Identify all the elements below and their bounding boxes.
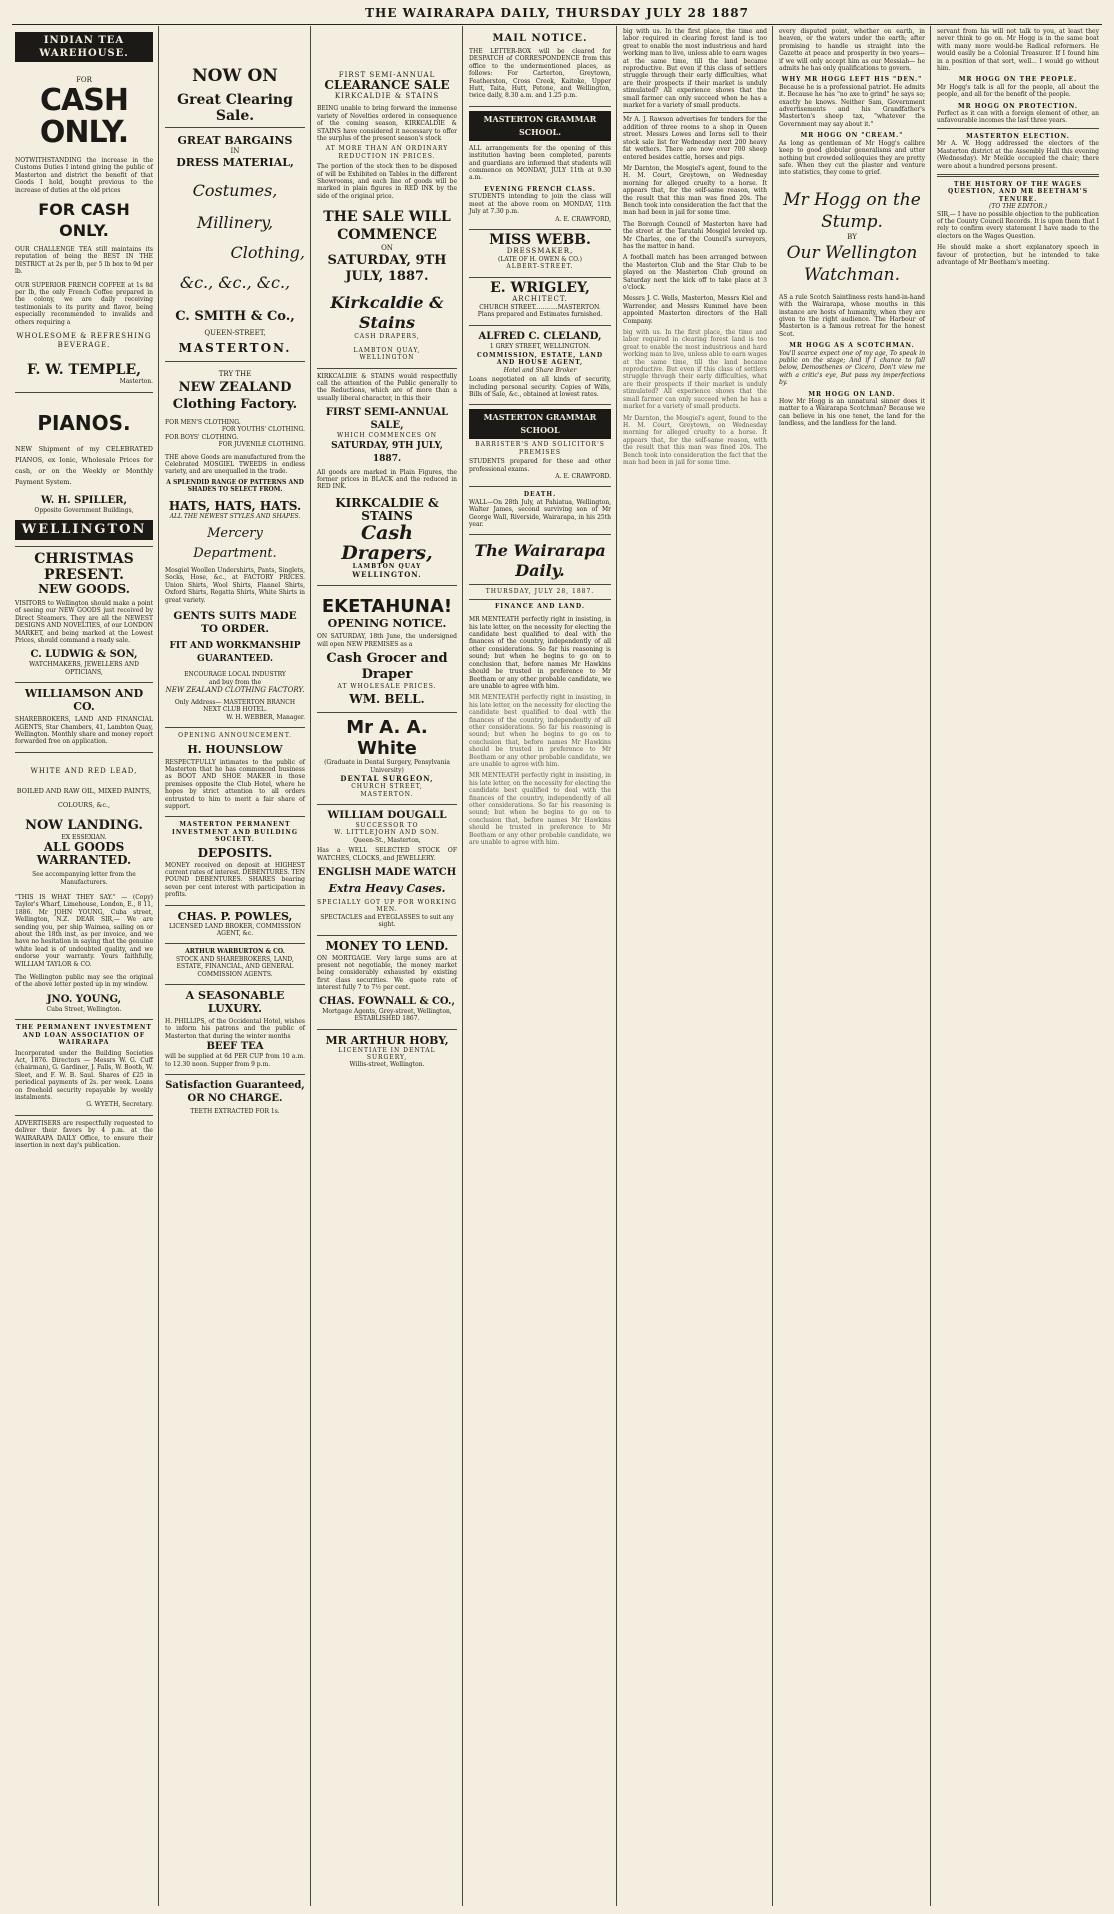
money-to-lend: MONEY TO LEND. xyxy=(325,938,449,953)
evening-french: EVENING FRENCH CLASS. xyxy=(484,185,596,193)
lead-heading: WHITE AND RED LEAD, xyxy=(30,766,138,775)
lead-items: BOILED AND RAW OIL, MIXED PAINTS, COLOURS, &c., xyxy=(16,786,152,809)
hogg-people-body: Mr Hogg's talk is all for the people, all about the people, and all for the benefit of the people. xyxy=(937,83,1099,99)
hogg-land-body: How Mr Hogg is an unnatural sinner does it matter to a Wairarapa Scotchman? Because we can believe in his one tenet, the land for the landless, and the landless for the land. xyxy=(779,398,925,428)
landing-sub: EX ESSEXIAN. xyxy=(61,833,107,841)
sale-notice: Messrs J. C. Wells, Masterton, Messrs Kiel and Warrender, and Messrs Kummel have been appointed Masterton directors of the Hall Company. xyxy=(623,295,767,325)
editorial-header xyxy=(469,535,611,616)
ad-warburton xyxy=(165,944,305,985)
ludwig-trade: WATCHMAKERS, JEWELLERS AND OPTICIANS, xyxy=(29,661,139,676)
hats-sub: ALL THE NEWEST STYLES AND SHAPES. xyxy=(169,512,301,520)
hogg-article-intro: every disputed point, whether on earth, in heaven, or the waters under the earth; after promising to handle us straight into the Gazette at peace and prosperity in two years— if we will only accept him as our Messiah— he admits he has only qualifications to govern. xyxy=(779,28,925,73)
ad-hounslow xyxy=(165,728,305,817)
grammar-body: ALL arrangements for the opening of this institution having been completed, parents and guardians are informed that students will commence on MONDAY, JULY 11th at 9.30 a.m. xyxy=(469,144,611,182)
investment-heading: THE PERMANENT INVESTMENT AND LOAN ASSOCIATION OF WAIRARAPA xyxy=(16,1024,152,1047)
editorial-article: MR MENTEATH perfectly right in insisting, in his late letter, on the necessity for electing the candidate best qualified to deal with the finances of the country, independently of all other considerations. So far his reasoning is sound; but when he begins to go on to conclusion that, before names Mr Hawkins should be trusted in preference to Mr Beetham or any other probable candidate, we are unable to agree with him. xyxy=(469,616,611,690)
mercery-department: Mercery Department. xyxy=(193,526,277,562)
death-body: WALL—On 28th July, at Pahiatua, Wellington, Walter James, second surviving son of Mr George Wall, Riverside, Wairarapa, in his 25th year. xyxy=(469,498,611,529)
wages-history-heading: THE HISTORY OF THE WAGES QUESTION, AND MR BEETHAM'S TENURE. xyxy=(947,180,1089,203)
ad-clearing-sale xyxy=(165,28,305,362)
white-masterton: MASTERTON. xyxy=(360,790,414,798)
first-semi-annual: FIRST SEMI-ANNUAL xyxy=(338,71,436,79)
hounslow-body: RESPECTFULLY intimates to the public of Masterton that he has commenced business as BOOT AND SHOE MAKER in those premises opposite the Club Hotel, where he hopes by strict attention to all orders entrusted to him to merit a fair share of support. xyxy=(165,758,305,810)
deposits-heading: DEPOSITS. xyxy=(197,845,273,860)
boys-clothing: FOR BOYS' CLOTHING. xyxy=(165,433,239,441)
french-coffee-body: OUR SUPERIOR FRENCH COFFEE at 1s 8d per lb, the only French Coffee prepared in the colony, we are daily receiving testimonials to its purity and flavor, being especially recommended to invalids and others requiring a xyxy=(15,281,153,326)
smith-name: C. SMITH & Co., xyxy=(175,309,295,324)
why-hogg-heading: WHY MR HOGG LEFT HIS "DEN." xyxy=(781,76,923,84)
dental-surgeon: DENTAL SURGEON, xyxy=(340,774,434,784)
try-the: TRY THE xyxy=(218,370,252,378)
kirkcaldie-script: Kirkcaldie & Stains xyxy=(330,293,444,333)
money-body: ON MORTGAGE. Very large sums are at present not negotiable, the money market being considerably exhausted by existing first class securities. We quote rate of interest fully 7 to 7½ per cent. xyxy=(317,954,457,992)
sat-date: SATURDAY, 9TH JULY, 1887. xyxy=(331,440,443,464)
ad-building-society xyxy=(165,817,305,905)
white-sub: (Graduate in Dental Surgery, Pensylvania University) xyxy=(324,759,450,774)
kirkcaldie-heading: KIRKCALDIE & STAINS xyxy=(334,92,440,101)
ad-kirkcaldie-clearance xyxy=(317,28,457,369)
letter-body: "THIS IS WHAT THEY SAY." — (Copy) Taylor's Wharf, Limehouse, London, E., 8 11, 1886. Mr JOHN YOUNG, Cuba street, Wellington, N.Z. DEAR SIR,— We are sending you, per ship Waimea, sailing on or about the 18th inst, as per invoice, and we have no hesitation in saying that the genuine white lead is of undoubted quality, and we endorse your warranty. Yours faithfully, WILLIAM TAYLOR & CO. xyxy=(15,894,153,968)
great-bargains: GREAT BARGAINS xyxy=(177,134,293,147)
ad-grammar-school-2 xyxy=(469,405,611,487)
in-label: IN xyxy=(230,147,240,155)
reduction-body: The portion of the stock then to be disposed of will be Exhibited on Tables in the different Showrooms, and each line of goods will be marked in plain figures in RED INK by the side of the original price. xyxy=(317,163,457,200)
young-name: JNO. YOUNG, xyxy=(46,993,122,1005)
ad-grammar-school xyxy=(469,107,611,230)
tea-warehouse-heading: INDIAN TEA WAREHOUSE. xyxy=(15,32,153,62)
ad-wrigley xyxy=(469,278,611,326)
wholesome-beverage: WHOLESOME & REFRESHING BEVERAGE. xyxy=(16,332,152,350)
successor-to: SUCCESSOR TO xyxy=(355,822,419,829)
investment-body: Incorporated under the Building Societies Act, 1876. Directors — Messrs W. G. Cuff (chairman), G. Gardiner, J. Falls, W. Booth, W. Sleet, and F. W. B. Saul. Shares of £25 in periodical payments of 2s. per week. Loans on freehold security repayable by weekly instalments. xyxy=(15,1049,153,1101)
eketahuna-heading: EKETAHUNA! xyxy=(321,596,453,618)
watches-stock: Has a WELL SELECTED STOCK OF WATCHES, CLOCKS, and JEWELLERY. xyxy=(317,847,457,862)
ad-permanent-investment xyxy=(15,1020,153,1115)
for-label: FOR xyxy=(76,76,92,84)
crawford-sign: A. E. CRAWFORD, xyxy=(555,215,611,223)
ludwig-name: C. LUDWIG & SON, xyxy=(30,649,138,661)
challenge-tea-body: OUR CHALLENGE TEA still maintains its reputation of being the BEST IN THE DISTRICT at 2s per lb, per 5 lb box to 9d per lb. xyxy=(15,246,153,276)
cash-drapers-big: Cash Drapers, xyxy=(341,521,433,564)
teeth-extracted: TEETH EXTRACTED FOR 1s. xyxy=(190,1108,280,1116)
mail-notice: MAIL NOTICE. xyxy=(492,33,588,44)
seasonable-luxury: A SEASONABLE LUXURY. xyxy=(185,989,285,1016)
article-continued: big with us. In the first place, the time and labor required in clearing forest land is too great to enable the most industrious and hard working man to live, unless able to earn wages at the same time, till the land became reproductive. But even if this class of settlers struggle through their early difficulties, what are their prospects if their market is unduly stimulated? All experience shows that the small farmer can only succeed when he has a market for a variety of small products. xyxy=(623,28,767,110)
local-news-1: Mr A. J. Rawson advertises for tenders for the addition of three rooms to a shop in Queen street. Messrs Lowes and Iorns sell to their stock sale list for Wednesday next 200 heavy fat wethers. There are now over 700 sheep entered besides cattle, horses and pigs. xyxy=(623,116,767,161)
wrigley-name: E. WRIGLEY, xyxy=(490,279,590,296)
warburton-name: ARTHUR WARBURTON & CO. xyxy=(185,948,285,956)
hogg-cream-heading: MR HOGG ON "CREAM." xyxy=(800,132,904,140)
ad-nz-clothing-factory xyxy=(165,362,305,728)
hogg-stump-header xyxy=(779,189,925,286)
temple-name: F. W. TEMPLE, xyxy=(26,362,142,379)
now-landing: NOW LANDING. xyxy=(25,817,143,833)
clearance-body: BEING unable to bring forward the immense variety of Novelties ordered in consequence of the coming season, KIRKCALDIE & STAINS have considered it necessary to offer the surplus of the present season's stock xyxy=(317,105,457,143)
hogg-scotchman-heading: MR HOGG AS A SCOTCHMAN. xyxy=(789,342,915,350)
ad-williamson xyxy=(15,683,153,753)
barristers: BARRISTER'S AND SOLICITOR'S PREMISES xyxy=(475,441,605,456)
masterton: MASTERTON. xyxy=(178,341,292,355)
students-prepared: STUDENTS prepared for these and other professional exams. xyxy=(469,458,611,473)
wholesale-prices: AT WHOLESALE PRICES. xyxy=(337,682,437,690)
investment-secretary: G. WYETH, Secretary. xyxy=(86,1101,153,1109)
ad-eketahuna xyxy=(317,586,457,713)
cash-drapers: CASH DRAPERS, xyxy=(354,333,420,341)
semi-annual-sale: FIRST SEMI-ANNUAL SALE, xyxy=(325,407,449,432)
hogg-people-heading: MR HOGG ON THE PEOPLE. xyxy=(958,76,1078,84)
cleland-trade: COMMISSION, ESTATE, LAND AND HOUSE AGENT, xyxy=(476,351,604,367)
gents-suits: GENTS SUITS MADE TO ORDER. xyxy=(173,610,297,636)
fownall-sub: Mortgage Agents, Grey-street, Wellington, ESTABLISHED 1867. xyxy=(322,1007,452,1023)
new-goods-heading: NEW GOODS. xyxy=(38,581,130,596)
beef-tea-heading: BEEF TEA xyxy=(206,1041,264,1053)
sale-will-commence: THE SALE WILL COMMENCE xyxy=(323,209,451,244)
reduction-in-prices: REDUCTION IN PRICES. xyxy=(338,152,436,160)
hoby-sub: LICENTIATE IN DENTAL SURGERY, xyxy=(338,1046,436,1061)
dress-material: DRESS MATERIAL, xyxy=(176,156,294,169)
ad-tea-warehouse xyxy=(15,28,153,393)
hoby-name: MR ARTHUR HOBY, xyxy=(325,1033,449,1047)
deposits-body: MONEY received on deposit at HIGHEST current rates of interest. DEBENTURES. TEN POUND DEBENTURES. SHARES bearing seven per cent interest with participation in profits. xyxy=(165,861,305,899)
splendid-range: A SPLENDID RANGE OF PATTERNS AND SHADES TO SELECT FROM. xyxy=(166,478,304,494)
cash-only-body: NOTWITHSTANDING the increase in the Customs Duties I intend giving the public of Masterton and district the benefit of that Goods I hold, bought previous to the increase of duties at the old prices xyxy=(15,157,153,194)
hogg-stump-body: AS a rule Scotch Saintliness rests hand-in-hand with the Wairarapa, whose mouths in this instance are hosts of humanity, when they are given to the right audience. The Harbour of Masterton is a famous retreat for the honest Scot. xyxy=(779,293,925,338)
local-news-2: Mr Darnton, the Mosgiel's agent, found to the H. M. Court, Greytown, on Wednesday morning for alleged cruelty to a horse. It appears that, for the self-same reason, with the result that this man was fined 20s. The Bench took into consideration the fact that the man had been in jail for some time. xyxy=(623,164,767,217)
finance-heading: FINANCE AND LAND. xyxy=(495,602,585,610)
local-news-5: Mr Darnton, the Mosgiel's agent, found to the H. M. Court, Greytown, on Wednesday morning for alleged cruelty to a horse. It appears that, for the self-same reason, with the result that this man was fined 20s. The Bench took into consideration the fact that the man had been in jail for some time. xyxy=(623,414,767,466)
pianos-body: NEW Shipment of my CELEBRATED PIANOS, ex Ionic, Wholesale Prices for cash, or on the Weekly or Monthly Payment System. xyxy=(15,444,153,486)
grammar-heading: MASTERTON GRAMMAR SCHOOL. xyxy=(469,111,611,141)
column-1 xyxy=(10,26,159,1906)
nz-clothing-factory: NEW ZEALAND Clothing Factory. xyxy=(172,380,298,412)
english-watch: ENGLISH MADE WATCH xyxy=(317,867,457,879)
wellington-banner: WELLINGTON xyxy=(15,520,153,540)
editorial-continued-2: MR MENTEATH perfectly right in insisting, in his late letter, on the necessity for electing the candidate best qualified to deal with the finances of the country, independently of all other considerations. So far his reasoning is sound; but when he begins to go on to conclusion that, before names Mr Hawkins should be trusted in preference to Mr Beetham or any other probable candidate, we are unable to agree with him. xyxy=(469,772,611,847)
nz-factory-name: NEW ZEALAND CLOTHING FACTORY. xyxy=(165,685,305,694)
column-5 xyxy=(618,26,773,1906)
cash-grocer-draper: Cash Grocer and Draper xyxy=(326,650,448,682)
clearance-sale: CLEARANCE SALE xyxy=(324,78,450,93)
webber-manager: W. H. WEBBER, Manager. xyxy=(226,713,305,721)
fownall-name: CHAS. FOWNALL & CO., xyxy=(318,995,456,1007)
daily-title: The Wairarapa Daily. xyxy=(474,541,606,581)
election-body: Mr A. W. Hogg addressed the electors of the Masterton district at the Assembly Hall this evening (Wednesday). Mr Meikle occupied the chair; there were about a hundred persons present. xyxy=(937,140,1099,170)
column-6 xyxy=(774,26,931,1906)
wellington-label: WELLINGTON xyxy=(359,354,415,362)
hogg-protection-body: Perfect as it can with a foreign element of other, an unfavourable incomes the last three years. xyxy=(937,110,1099,125)
beef-tea-body: will be supplied at 6d PER CUP from 10 a.m. to 12.30 noon. Supper from 9 p.m. xyxy=(165,1053,305,1068)
local-news-4: big with us. In the first place, the time and labor required in clearing forest land is too great to enable the most industrious and hard working man to live, unless able to earn wages at the same time, till the land became reproductive. But even if this class of settlers struggle through their early difficulties, what are their prospects if their market is unduly stimulated? All experience shows that the small farmer can only succeed when he has a market for a variety of small products. xyxy=(623,329,767,411)
ad-pianos xyxy=(15,393,153,547)
local-news-3: The Borough Council of Masterton have had the street at the Taratahi Mosgiel leveled up. Mr Charles, one of the Council's surveyors, has the matter in hand. xyxy=(623,220,767,250)
cleland-body: Loans negotiated on all kinds of security, including personal security. Copies of Wills, Bills of Sale, &c., obtained at lowest rates. xyxy=(469,376,611,398)
great-clearing-sale: Great Clearing Sale. xyxy=(177,92,293,124)
ad-miss-webb xyxy=(469,230,611,278)
plans-prepared: Plans prepared and Estimates furnished. xyxy=(477,311,603,319)
goods-marked: All goods are marked in Plain Figures, the former prices in BLACK and the reduced in RED INK. xyxy=(317,468,457,491)
bell-name: WM. BELL. xyxy=(349,692,425,707)
ad-beef-tea xyxy=(165,985,305,1075)
kirkcaldie-body: KIRKCALDIE & STAINS would respectfully call the attention of the Public generally to the Reductions, which are of more than a usually liberal character, in this their xyxy=(317,372,457,402)
opening-announcement: OPENING ANNOUNCEMENT. xyxy=(178,732,292,740)
masthead xyxy=(12,2,1102,25)
church-street: CHURCH STREET, xyxy=(351,783,423,791)
youths-clothing: FOR YOUTHS' CLOTHING. xyxy=(221,426,305,434)
ad-cleland xyxy=(469,326,611,406)
to-editor: (TO THE EDITOR.) xyxy=(989,203,1047,211)
temple-place: Masterton. xyxy=(119,378,153,386)
cleland-name: ALFRED C. CLELAND, xyxy=(478,330,602,342)
ad-money-to-lend xyxy=(317,936,457,1030)
clothing-body: THE above Goods are manufactured from the Celebrated MOSGIEL TWEEDS in endless variety, and are unequalled in the trade. xyxy=(165,453,305,476)
at-more-than: AT MORE THAN AN ORDINARY xyxy=(325,145,449,153)
williamson-body: SHAREBROKERS, LAND AND FINANCIAL AGENTS, Star Chambers, 41, Lambton Quay, Wellington. Monthly share and money report forwarded free on application. xyxy=(15,716,153,746)
column-3 xyxy=(312,26,463,1906)
costumes: Costumes, xyxy=(192,181,278,200)
albert-street: ALBERT-STREET. xyxy=(506,263,574,271)
powles-trade: LICENSED LAND BROKER, COMMISSION AGENT, &c. xyxy=(169,922,301,938)
hoby-place: Willis-street, Wellington. xyxy=(349,1061,425,1069)
column-7 xyxy=(932,26,1104,1906)
opening-body: ON SATURDAY, 18th June, the undersigned will open NEW PREMISES as a xyxy=(317,633,457,648)
for-cash-only: FOR CASH ONLY. xyxy=(38,200,130,241)
hogg-protection-heading: MR HOGG ON PROTECTION. xyxy=(958,102,1078,110)
buy-from: and buy from the xyxy=(208,678,262,686)
evening-body: STUDENTS intending to join the class will meet at the above room on MONDAY, 11th July at 7.30 p.m. xyxy=(469,193,611,216)
juvenile-clothing: FOR JUVENILE CLOTHING. xyxy=(218,441,305,449)
football-news: A football match has been arranged between the Masterton Club and the Star Club to be played on the Masterton Club ground on Saturday next the kick off to take place at 3 o'clock. xyxy=(623,254,767,291)
ad-satisfaction xyxy=(165,1075,305,1121)
spectacles: SPECTACLES and EYEGLASSES to suit any sight. xyxy=(320,913,454,929)
spiller-name: W. H. SPILLER, xyxy=(41,494,127,506)
queen-street: QUEEN-STREET, xyxy=(204,329,266,337)
death-heading: DEATH. xyxy=(523,491,557,499)
architect: ARCHITECT. xyxy=(512,294,568,303)
ad-dougall xyxy=(317,805,457,936)
millinery: Millinery, xyxy=(196,213,274,232)
ad-kirkcaldie-semi-annual xyxy=(317,369,457,587)
hogg-scotchman-body: You'll scarce expect one of my age, To speak in public on the stage; And if I chance to fall below, Demosthenes or Cicero, Don't view me with a critic's eye, But pass my imperfections by. xyxy=(779,349,925,387)
webb-sub: (LATE OF H. OWEN & CO.) xyxy=(498,255,582,263)
editorial-continued-1: MR MENTEATH perfectly right in insisting, in his late letter, on the necessity for electing the candidate best qualified to deal with the finances of the country, independently of all other considerations. So far his reasoning is sound; but when he begins to go on to conclusion that, before names Mr Hawkins should be trusted in preference to Mr Beetham or any other probable candidate, we are unable to agree with him. xyxy=(469,694,611,768)
lambton-quay: LAMBTON QUAY, xyxy=(353,346,421,354)
hounslow-name: H. HOUNSLOW xyxy=(187,742,283,756)
hogg-article-continued: servant from his will not talk to you, at least they never think to go on. Mr Hogg is in the same boat with many more would-be Radical reformers. He would easily be a Colonial Treasurer. If I found him in a position of that sort, well... I would go without him. xyxy=(937,28,1099,73)
masthead-title: THE WAIRARAPA DAILY, THURSDAY JULY 28 1887 xyxy=(365,6,749,20)
ad-hoby xyxy=(317,1030,457,1075)
ad-lead-paints xyxy=(15,753,153,1021)
spiller-address: Opposite Government Buildings, xyxy=(34,506,134,514)
williamson-heading: WILLIAMSON AND CO. xyxy=(24,687,144,714)
hogg-stump-title: Mr Hogg on the Stump. xyxy=(783,189,921,232)
littlejohn: W. LITTLEJOHN AND SON. xyxy=(334,829,440,837)
warburton-trade: STOCK AND SHAREBROKERS, LAND, ESTATE, FINANCIAL, AND GENERAL COMMISSION AGENTS. xyxy=(176,955,294,978)
ad-christmas-present xyxy=(15,547,153,683)
dougall-street: Queen-St., Masterton, xyxy=(353,836,421,844)
accompanying-letter: See accompanying letter from the Manufacturers. xyxy=(32,871,136,886)
hogg-cream-body: As long as gentleman of Mr Hogg's calibre keep to good globular generalisms and utter nothing but crowded soliloquies they are pretty safe. When they cut the plaster and venture into statistics, they come to grief. xyxy=(779,139,925,177)
etc: &c., &c., &c., xyxy=(179,273,291,292)
satisfaction-guaranteed: Satisfaction Guaranteed, OR NO CHARGE. xyxy=(165,1080,305,1105)
fit-workmanship: FIT AND WORKMANSHIP GUARANTEED. xyxy=(169,641,301,665)
why-hogg-body: Because he is a professional patriot. He admits it. Because he has "no axe to grind" he says so; exactly he knows. Neither Sam, Government advertisements and his Grandfather's Masterton's sheep tax, "whatever the Government may say about it." xyxy=(779,83,925,128)
heavy-cases: Extra Heavy Cases. xyxy=(328,882,446,896)
mercery-body: Mosgiel Woollen Undershirts, Pants, Singlets, Socks, Hose, &c., at FACTORY PRICES. Union Shirts, Wool Shirts, Flannel Shirts, Oxford Shirts, Regatta Shirts, White Shirts in great variety. xyxy=(165,567,305,604)
death-notice xyxy=(469,487,611,535)
ludwig-body: VISITORS to Wellington should make a point of seeing our NEW GOODS just received by Direct Steamers. They are all the NEWEST DESIGNS AND NOVELTIES, of our LONDON MARKET, and being marked at the Lowest Prices, should command a ready sale. xyxy=(15,599,153,644)
ad-powles xyxy=(165,906,305,945)
wrigley-street: CHURCH STREET............MASTERTON. xyxy=(479,303,601,311)
dougall-name: WILLIAM DOUGALL xyxy=(327,809,447,821)
dressmaker: DRESSMAKER, xyxy=(506,246,574,255)
election-footer: He should make a short explanatory speech in favour of protection, but he intended to take advantage of Mr Beetham's meeting. xyxy=(937,244,1099,266)
saturday-date: SATURDAY, 9TH JULY, 1887. xyxy=(327,253,447,285)
wellington-public: The Wellington public may see the original of the above letter posted up in my window. xyxy=(15,974,153,989)
on-label: ON xyxy=(381,244,393,253)
which-commences: WHICH COMMENCES ON xyxy=(336,432,438,440)
by-label: BY xyxy=(847,232,857,241)
hogg-land-heading: MR HOGG ON LAND. xyxy=(808,390,896,398)
white-name: Mr A. A. White xyxy=(346,717,428,760)
crawford-sign-2: A. E. CRAWFORD. xyxy=(555,473,611,480)
ad-mail-notice xyxy=(469,28,611,107)
cleland-address: 1 GREY STREET, WELLINGTON. xyxy=(489,342,591,350)
grammar-heading-2: MASTERTON GRAMMAR SCHOOL xyxy=(469,409,611,439)
working-men: SPECIALLY GOT UP FOR WORKING MEN. xyxy=(317,899,457,914)
now-on: NOW ON xyxy=(192,66,278,86)
phillips-body: H. PHILLIPS, of the Occidental Hotel, wishes to inform his patrons and the public of Masterton that during the winter months xyxy=(165,1018,305,1040)
daily-date: THURSDAY, JULY 28, 1887. xyxy=(485,588,595,596)
clothing: Clothing, xyxy=(230,243,305,262)
christmas-heading: CHRISTMAS PRESENT. xyxy=(34,550,134,583)
only-address: Only Address— MASTERTON BRANCH NEXT CLUB HOTEL. xyxy=(174,698,296,714)
miss-webb: MISS WEBB. xyxy=(489,231,591,248)
mail-body: THE LETTER-BOX will be cleared for DESPATCH of CORRESPONDENCE from this office to the undermentioned places, as follows: For Carterton, Greytown, Featherston, Cross Creek, Kaitoke, Upper Hutt, Taita, Hutt, Petone, and Wellington, twice daily, 8.30 a.m. and 1.25 p.m. xyxy=(469,48,611,100)
opening-notice: OPENING NOTICE. xyxy=(327,617,447,631)
powles-name: CHAS. P. POWLES, xyxy=(177,909,293,923)
pianos-heading: PIANOS. xyxy=(37,410,131,435)
wages-letter: SIR,— I have no possible objection to the publication of the County Council Records. It is upon them that I rely to confirm every statement I have made to the electors on the Wages Question. xyxy=(937,210,1099,240)
building-society-heading: MASTERTON PERMANENT INVESTMENT AND BUILDING SOCIETY. xyxy=(172,821,298,844)
mens-clothing: FOR MEN'S CLOTHING. xyxy=(165,419,241,426)
hats-heading: HATS, HATS, HATS. xyxy=(168,498,302,513)
advertisers-note: ADVERTISERS are respectfully requested to deliver their favors by 4 p.m. at the WAIRARAPA DAILY Office, to ensure their insertion in next day's publication. xyxy=(15,1119,153,1149)
kirkcaldie-name-2: KIRKCALDIE & STAINS xyxy=(335,495,439,523)
cash-only-heading: CASH ONLY. xyxy=(39,83,129,150)
young-address: Cuba Street, Wellington. xyxy=(46,1005,122,1013)
ad-dental-white xyxy=(317,713,457,805)
election-heading: MASTERTON ELECTION. xyxy=(966,132,1070,140)
column-4 xyxy=(464,26,617,1906)
hotel-broker: Hotel and Share Broker xyxy=(503,366,577,374)
lambton-quay-2: LAMBTON QUAY xyxy=(352,562,422,570)
all-goods-warranted: ALL GOODS WARRANTED. xyxy=(36,840,132,868)
encourage-local: ENCOURAGE LOCAL INDUSTRY xyxy=(184,671,286,679)
wellington-label-2: WELLINGTON. xyxy=(352,570,422,580)
wellington-watchman: Our Wellington Watchman. xyxy=(786,242,918,285)
column-2 xyxy=(160,26,311,1906)
